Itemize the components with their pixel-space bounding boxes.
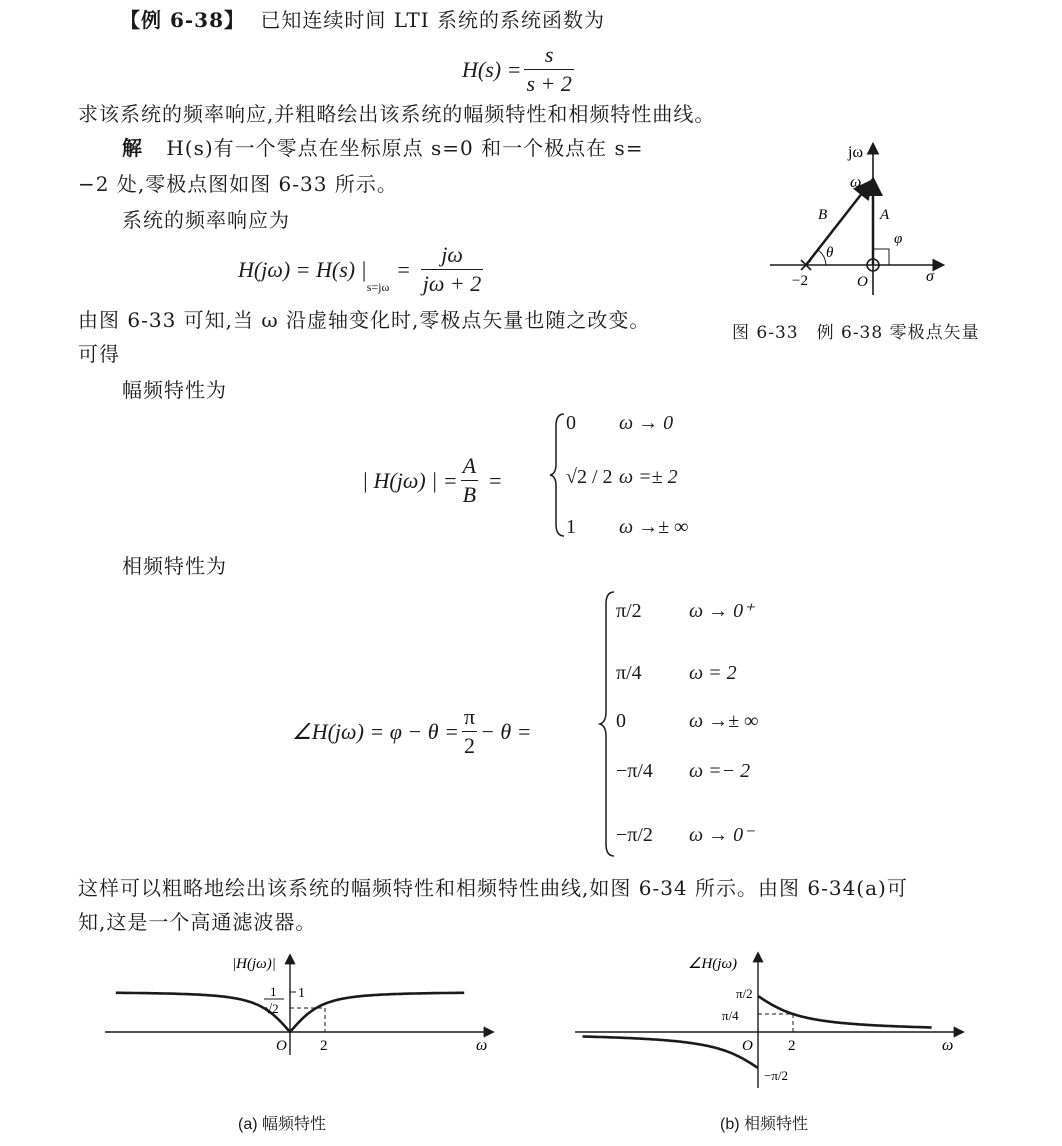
phase-case-2-value: π/4: [616, 662, 642, 684]
transfer-function: [462, 42, 577, 97]
phase-case-1-value: π/2: [616, 600, 642, 622]
transfer-fraction: [524, 42, 573, 97]
mag-frac-num: A: [462, 453, 477, 478]
mag-lhs: | H(jω) | =: [362, 467, 458, 493]
mag-case-3: [566, 516, 688, 539]
phase-frac-den: 2: [463, 733, 475, 758]
phase-plot: [570, 948, 970, 1098]
phase-x-tick-2: 2: [788, 1038, 796, 1054]
phase-ylabel: ∠H(jω): [688, 956, 738, 972]
mag-tick-inv-sqrt2-num: 1: [270, 984, 277, 999]
magnitude-plot: [100, 950, 500, 1060]
transfer-numerator: s: [544, 42, 554, 67]
mag-fraction: [461, 453, 478, 508]
freq-numerator: jω: [441, 242, 463, 267]
phase-case-5-condition: ω → 0⁻: [689, 824, 754, 846]
phase-case-5: [616, 822, 754, 847]
mag-xlabel: ω: [476, 1037, 488, 1054]
phase-frac-num: π: [463, 704, 476, 729]
solution-line-4: 由图 6-33 可知,当 ω 沿虚轴变化时,零极点矢量也随之改变。: [78, 308, 651, 332]
conclusion-line-1: 这样可以粗略地绘出该系统的幅频特性和相频特性曲线,如图 6-34 所示。由图 6-34(a)可: [78, 876, 908, 900]
solution-line-5: 可得: [78, 342, 120, 366]
phase-tick-mpi2: −π/2: [764, 1068, 789, 1083]
vector-b: [806, 183, 870, 265]
magnitude-intro: 幅频特性为: [122, 378, 227, 402]
phase-tail: − θ =: [480, 718, 532, 744]
phase-tick-pi4: π/4: [722, 1008, 739, 1023]
phase-tick-pi2: π/2: [736, 986, 753, 1001]
mag-x-tick-2: 2: [320, 1038, 328, 1054]
label-theta: θ: [826, 245, 834, 261]
mag-case-3-value: 1: [566, 516, 576, 538]
phase-case-2: [616, 662, 737, 685]
theta-arc: [818, 250, 826, 265]
phase-intro: 相频特性为: [122, 554, 227, 578]
freq-equals: =: [397, 256, 410, 282]
label-minus2: −2: [792, 273, 808, 289]
phase-xlabel: ω: [942, 1037, 954, 1054]
mag-frac-den: B: [462, 482, 477, 507]
mag-ylabel: |H(jω)|: [232, 956, 276, 972]
phase-case-4: [616, 760, 750, 783]
solution-line-1: [122, 132, 644, 161]
example-question: 求该系统的频率响应,并粗略绘出该系统的幅频特性和相频特性曲线。: [78, 102, 716, 126]
magnitude-caption: (a) 幅频特性: [238, 1116, 327, 1133]
example-heading: [120, 4, 605, 33]
mag-case-1-condition: ω → 0: [619, 412, 674, 434]
mag-case-1-value: 0: [566, 412, 576, 434]
freq-subscript: s=jω: [366, 280, 390, 294]
solution-text-1: H(s)有一个零点在坐标原点 s=0 和一个极点在 s=: [166, 136, 644, 160]
phase-brace: [598, 590, 618, 858]
freq-lhs: H(jω) = H(s) |: [238, 256, 367, 282]
phase-case-3-value: 0: [616, 710, 626, 732]
label-jw: jω: [848, 144, 863, 161]
example-statement: 已知连续时间 LTI 系统的系统函数为: [260, 8, 605, 32]
label-b: B: [818, 207, 828, 223]
label-sigma: σ: [926, 268, 934, 285]
label-origin: O: [857, 274, 868, 290]
frequency-response-equation: [238, 242, 486, 297]
phase-origin: O: [742, 1038, 753, 1054]
pole-zero-caption: 图 6-33 例 6-38 零极点矢量: [732, 323, 980, 343]
label-a: A: [880, 207, 890, 223]
phase-case-1: [616, 598, 754, 623]
phase-case-2-condition: ω = 2: [689, 662, 737, 684]
mag-case-3-condition: ω →± ∞: [619, 516, 689, 538]
solution-line-2: −2 处,零极点图如图 6-33 所示。: [78, 172, 398, 196]
phase-fraction: [462, 704, 477, 759]
phase-lhs: ∠H(jω) = φ − θ =: [292, 718, 459, 744]
mag-origin: O: [276, 1038, 287, 1054]
freq-denominator: jω + 2: [422, 271, 482, 296]
example-label: 【例 6-38】: [120, 8, 246, 32]
phase-case-4-value: −π/4: [616, 760, 653, 782]
phase-case-5-value: −π/2: [616, 824, 653, 846]
phase-caption: (b) 相频特性: [720, 1116, 809, 1133]
solution-label: 解: [122, 136, 143, 160]
magnitude-equation: [362, 453, 502, 508]
mag-equals: =: [489, 467, 502, 493]
mag-case-1: [566, 412, 673, 435]
phase-case-1-condition: ω → 0⁺: [689, 600, 754, 622]
phase-case-3: [616, 710, 758, 733]
phase-case-3-condition: ω →± ∞: [689, 710, 759, 732]
transfer-lhs: H(s) =: [462, 56, 522, 82]
solution-line-3: 系统的频率响应为: [122, 208, 290, 232]
mag-case-2-condition: ω =± 2: [619, 466, 678, 488]
conclusion-line-2: 知,这是一个高通滤波器。: [78, 910, 317, 934]
label-phi: φ: [894, 231, 903, 247]
phase-equation: [292, 704, 532, 759]
mag-case-2: [566, 466, 678, 489]
label-w: ω: [850, 174, 862, 191]
phase-case-4-condition: ω =− 2: [689, 760, 751, 782]
right-angle-mark: [873, 249, 889, 265]
mag-tick-inv-sqrt2-den: √2: [265, 1001, 279, 1016]
freq-fraction: [421, 242, 484, 297]
mag-brace: [548, 412, 568, 538]
mag-case-2-value: √2 / 2: [566, 466, 613, 488]
transfer-denominator: s + 2: [526, 71, 572, 96]
pole-zero-diagram: [760, 135, 960, 300]
mag-tick-one: 1: [298, 986, 305, 1001]
